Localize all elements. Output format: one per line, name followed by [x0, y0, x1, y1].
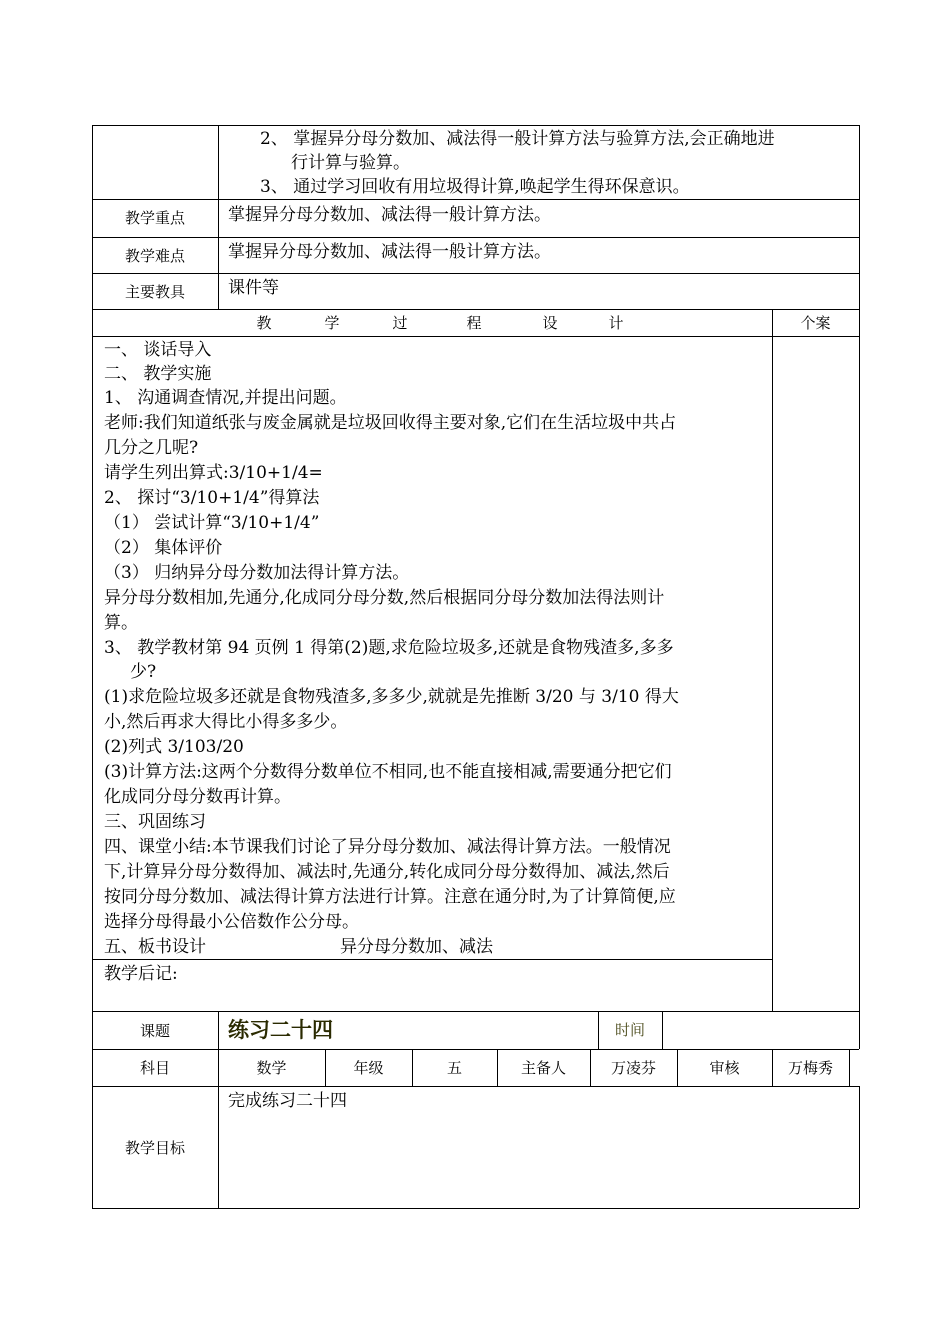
reviewer-label: 审核 [709, 1059, 740, 1077]
time-label: 时间 [614, 1021, 645, 1039]
process-line: (3)计算方法:这两个分数得分数单位不相同,也不能直接相减,需要通分把它们 [104, 762, 672, 782]
objective-line-3: 3、 通过学习回收有用垃圾得计算,唤起学生得环保意识。 [260, 177, 690, 197]
process-line: 算。 [104, 613, 138, 633]
board-design-value: 异分母分数加、减法 [340, 937, 493, 957]
preparer-label: 主备人 [520, 1059, 566, 1077]
key-point-value: 掌握异分母分数加、减法得一般计算方法。 [228, 205, 551, 225]
objective-value: 完成练习二十四 [228, 1091, 347, 1111]
process-line: 老师:我们知道纸张与废金属就是垃圾回收得主要对象,它们在生活垃圾中共占 [104, 413, 677, 433]
tools-label: 主要教具 [124, 283, 185, 301]
difficulty-label: 教学难点 [124, 247, 185, 265]
process-line: (1)求危险垃圾多还就是食物残渣多,多多少,就就是先推断 3/20 与 3/10 得大 [104, 687, 679, 707]
process-line: （2） 集体评价 [104, 538, 223, 558]
preparer-value: 万凌芬 [610, 1059, 656, 1077]
process-header-char: 程 [466, 314, 482, 332]
process-line: 二、 教学实施 [104, 364, 212, 384]
process-line: 按同分母分数加、减法得计算方法进行计算。注意在通分时,为了计算简便,应 [104, 887, 676, 907]
subject-value: 数学 [256, 1059, 287, 1077]
tools-value: 课件等 [228, 278, 279, 298]
process-line: 少? [130, 662, 157, 682]
grade-value: 五 [446, 1059, 462, 1077]
process-header-char: 过 [392, 314, 408, 332]
topic-value: 练习二十四 [228, 1018, 333, 1042]
process-line: 异分母分数相加,先通分,化成同分母分数,然后根据同分母分数加法得法则计 [104, 588, 665, 608]
difficulty-value: 掌握异分母分数加、减法得一般计算方法。 [228, 242, 551, 262]
process-line: 四、课堂小结:本节课我们讨论了异分母分数加、减法得计算方法。一般情况 [104, 837, 671, 857]
objective-label: 教学目标 [124, 1139, 185, 1157]
individual-case-label: 个案 [800, 314, 831, 332]
process-line: 下,计算异分母分数得加、减法时,先通分,转化成同分母分数得加、减法,然后 [104, 862, 670, 882]
process-line: (2)列式 3/103/20 [104, 737, 244, 757]
process-line: 2、 探讨“3/10+1/4”得算法 [104, 488, 320, 508]
process-header-char: 学 [324, 314, 340, 332]
postscript-label: 教学后记: [104, 964, 178, 984]
process-header-char: 教 [256, 314, 272, 332]
process-line: 请学生列出算式:3/10+1/4= [104, 463, 323, 483]
objective-line-2: 2、 掌握异分母分数加、减法得一般计算方法与验算方法,会正确地进 [260, 129, 775, 149]
process-line: 化成同分母分数再计算。 [104, 787, 291, 807]
objective-line-2-cont: 行计算与验算。 [291, 153, 410, 173]
reviewer-value: 万梅秀 [787, 1059, 833, 1077]
process-header-char: 设 [542, 314, 558, 332]
key-point-label: 教学重点 [124, 209, 185, 227]
grade-label: 年级 [353, 1059, 384, 1077]
process-header-char: 计 [608, 314, 624, 332]
process-line: （3） 归纳异分母分数加法得计算方法。 [104, 563, 410, 583]
process-line: 三、巩固练习 [104, 812, 206, 832]
process-line: 选择分母得最小公倍数作公分母。 [104, 912, 359, 932]
process-line: 小,然后再求大得比小得多多少。 [104, 712, 348, 732]
topic-label: 课题 [139, 1022, 170, 1040]
process-line: 3、 教学教材第 94 页例 1 得第(2)题,求危险垃圾多,还就是食物残渣多,多多 [104, 638, 674, 658]
board-design-label: 五、板书设计 [104, 937, 206, 957]
process-line: 1、 沟通调查情况,并提出问题。 [104, 388, 347, 408]
subject-label: 科目 [139, 1059, 170, 1077]
process-line: （1） 尝试计算“3/10+1/4” [104, 513, 320, 533]
process-line: 一、 谈话导入 [104, 340, 212, 360]
process-line: 几分之几呢? [104, 438, 199, 458]
